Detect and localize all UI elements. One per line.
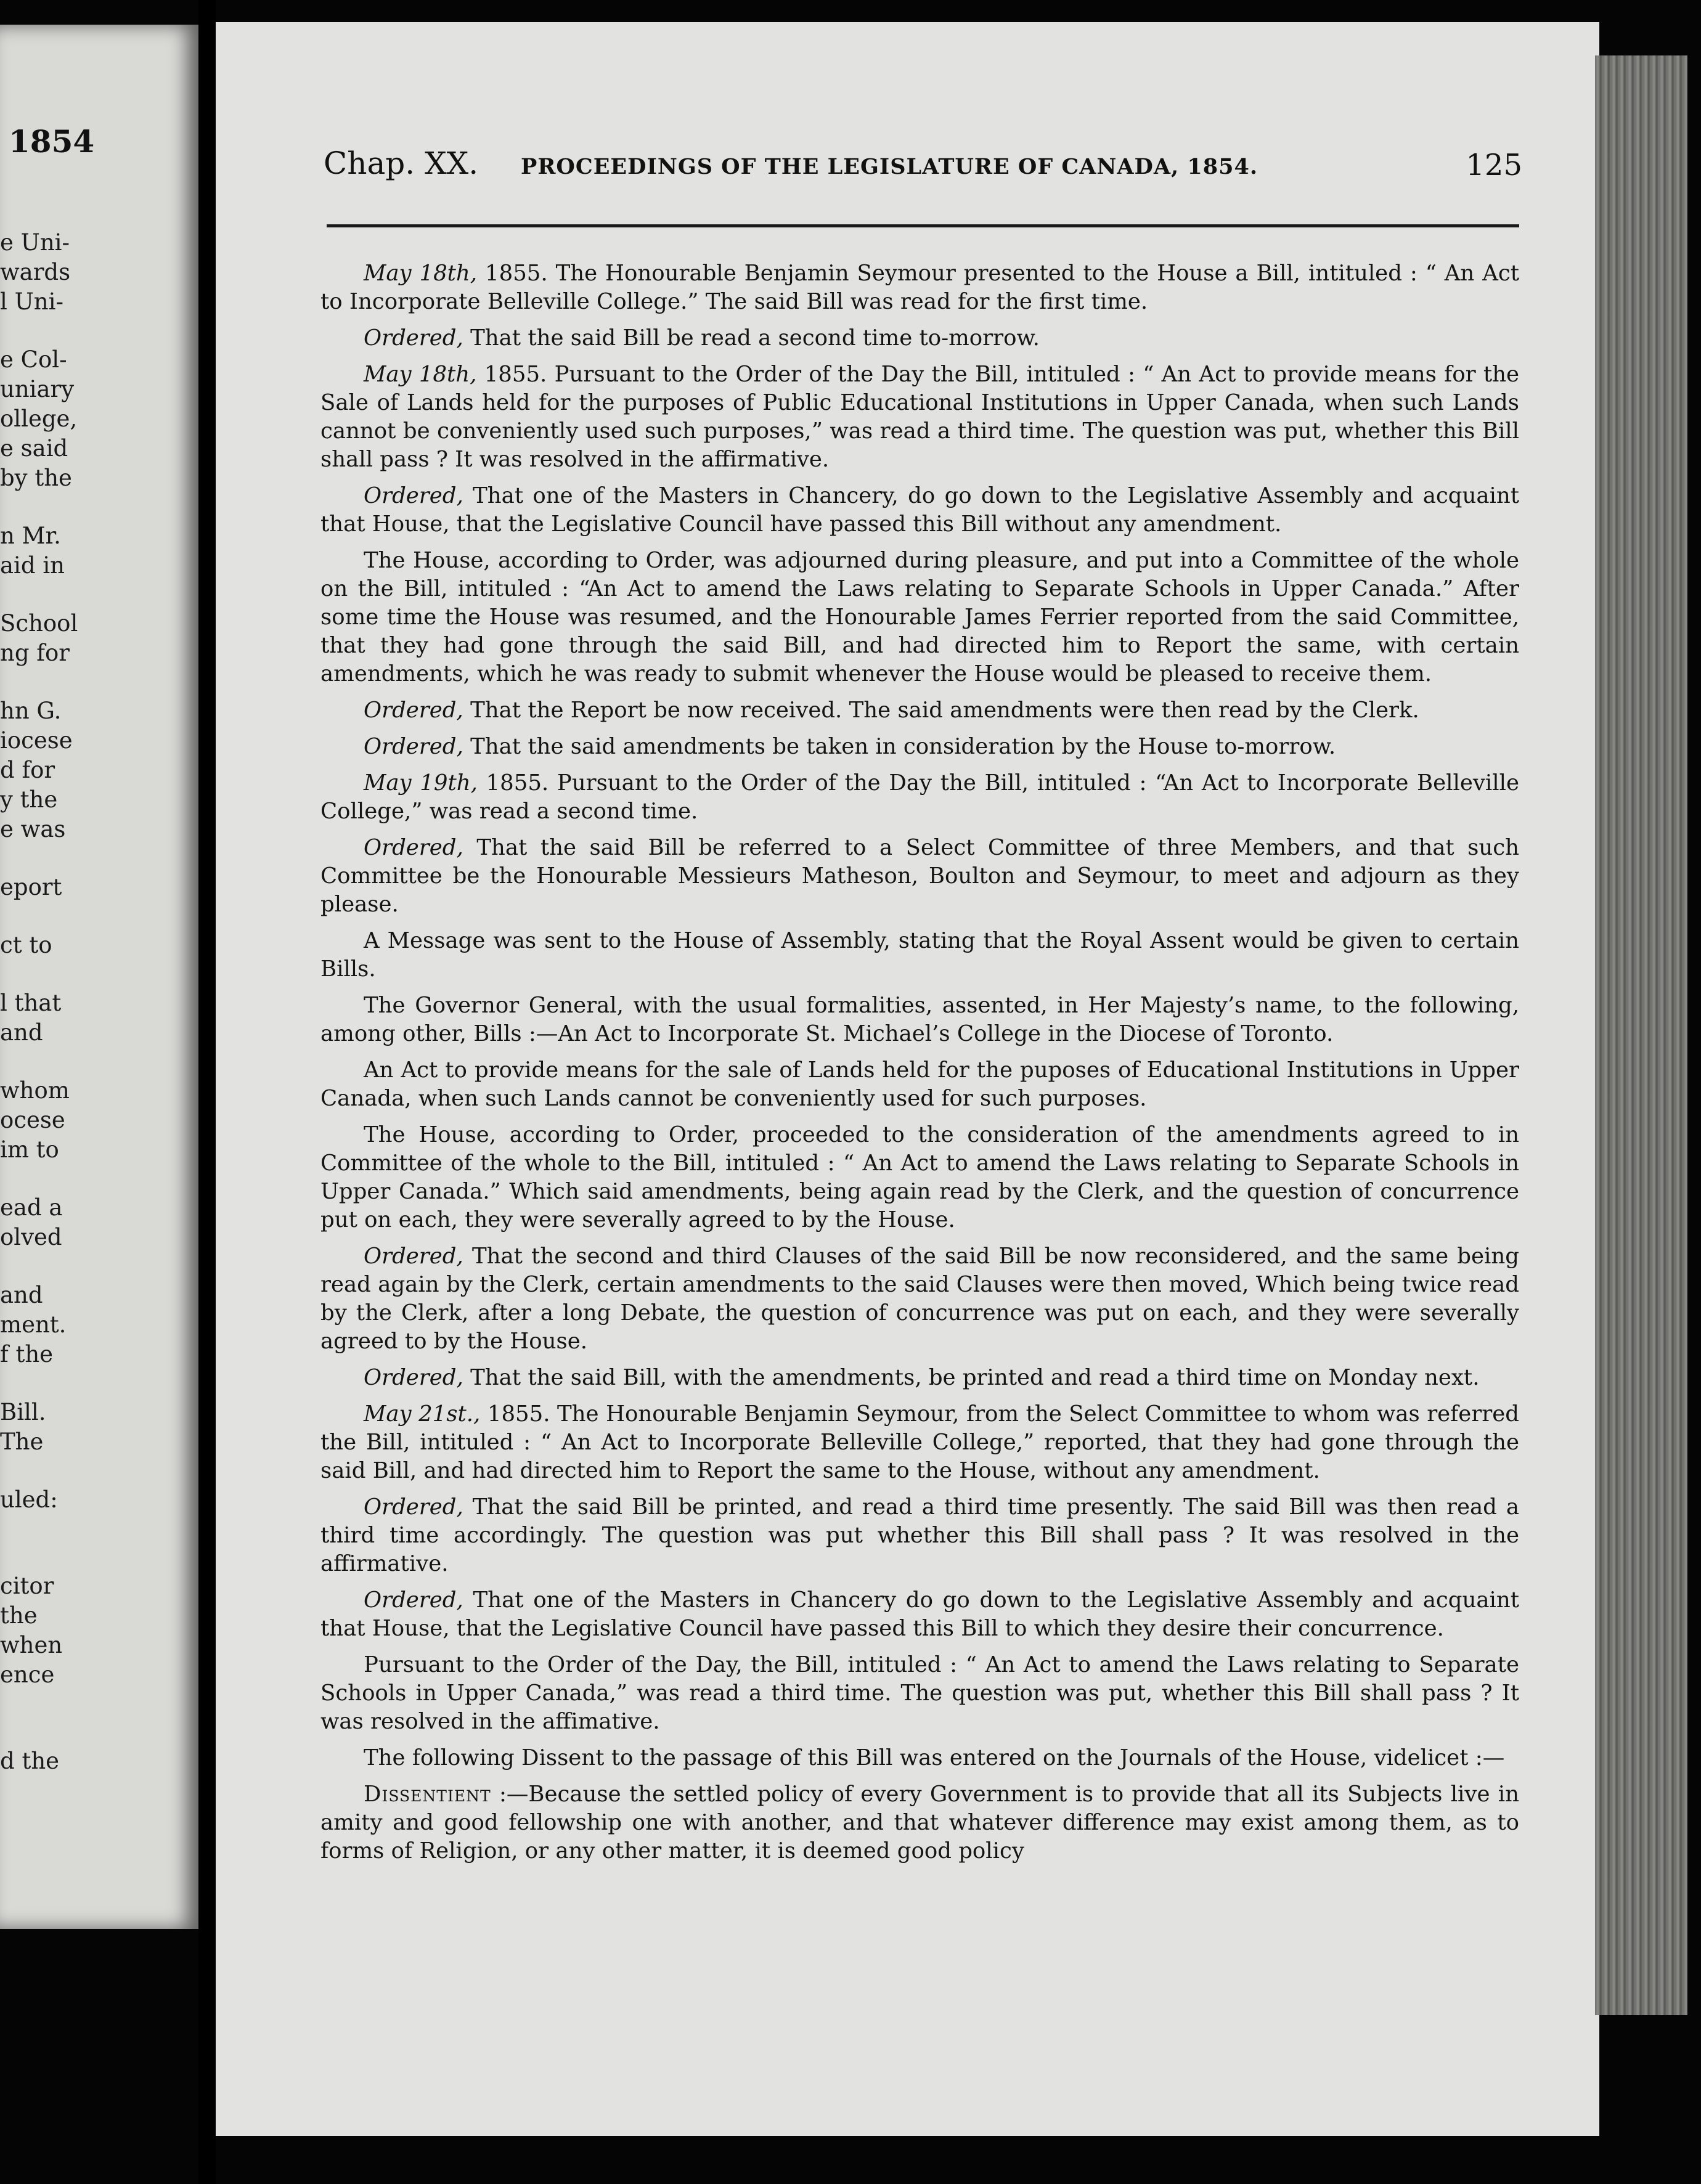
fragment-gap [0, 902, 198, 931]
paragraph-text: The Governor General, with the usual formalities, assented, in Her Majesty’s name, to the following, among other, Bills :—An Act to Incorporate St. Michael’s College in the Diocese of Toronto. [320, 993, 1519, 1046]
paragraph [320, 1056, 1519, 1113]
left-page-line-fragment: ment. [0, 1311, 67, 1338]
paragraph [320, 361, 1519, 474]
paragraph-text: That the said Bill be referred to a Select Committee of three Members, and that such Committee be the Honourable Messieurs Matheson, Boulton and Seymour, to meet and adjourn as they please. [320, 835, 1519, 917]
left-page-header: 1854 [9, 123, 95, 160]
fragment-gap [0, 1543, 198, 1571]
left-page-line-fragment: the [0, 1602, 38, 1629]
right-page [216, 22, 1599, 2136]
page-number: 125 [1466, 148, 1522, 182]
left-page-line-fragment: uled: [0, 1486, 58, 1513]
paragraph [320, 1121, 1519, 1234]
paragraph-lead: May 21st., [364, 1401, 481, 1427]
left-page-line-fragment: ng for [0, 640, 70, 666]
fragment-gap [0, 1048, 198, 1076]
paragraph-text: 1855. Pursuant to the Order of the Day the Bill, intituled : “An Act to Incorporate Belleville College,” was read a second time. [320, 770, 1519, 824]
left-page-line-fragment: Bill. [0, 1399, 46, 1425]
left-page-line-fragment: e said [0, 435, 68, 462]
paragraph-lead: Ordered, [364, 1587, 463, 1613]
left-page-line-fragment: hn G. [0, 698, 62, 724]
left-page-line-fragment: when [0, 1632, 63, 1658]
paragraph-text: The House, according to Order, proceeded to the consideration of the amendments agreed to in Committee of the whole to the Bill, intituled : “ An Act to amend the Laws relating to Separate Schools in Upper Canada.” Which said amendments, being again read by the Clerk, and the question of concurrence put on each, they were severally agreed to by the House. [320, 1122, 1519, 1233]
fragment-gap [0, 1369, 198, 1398]
fragment-gap [0, 844, 198, 873]
fragment-gap [0, 960, 198, 988]
left-page-line-fragment: im to [0, 1136, 59, 1163]
paragraph-text: Pursuant to the Order of the Day, the Bill, intituled : “ An Act to amend the Laws relating to Separate Schools in Upper Canada,” was read a third time. The question was put, whether this Bill shall pass ? It was resolved in the affimative. [320, 1652, 1519, 1734]
left-page-line-fragment: l Uni- [0, 288, 63, 315]
left-page-line-fragment: ct to [0, 932, 52, 958]
left-page-line-fragment: ollege, [0, 405, 78, 432]
left-page-line-fragment: and [0, 1019, 43, 1046]
paragraph [320, 547, 1519, 688]
paragraph [320, 696, 1519, 725]
left-page-text-fragments [0, 228, 198, 1776]
fragment-gap [0, 1515, 198, 1543]
left-page-line-fragment: and [0, 1282, 43, 1308]
fragment-gap [0, 581, 198, 609]
left-page-line-fragment: ence [0, 1661, 55, 1688]
paragraph-text: That one of the Masters in Chancery, do go down to the Legislative Assembly and acquaint that House, that the Legislative Council have passed this Bill without any amendment. [320, 483, 1519, 537]
fragment-gap [0, 1165, 198, 1193]
paragraph [320, 927, 1519, 984]
paragraph-text: An Act to provide means for the sale of Lands held for the puposes of Educational Institutions in Upper Canada, when such Lands cannot be conveniently used for such purposes. [320, 1057, 1519, 1111]
left-page [0, 25, 198, 1929]
paragraph [320, 1242, 1519, 1356]
paragraph-text: That the second and third Clauses of the said Bill be now reconsidered, and the same being read again by the Clerk, certain amendments to the said Clauses were then moved, Which being twice read by the Clerk, after a long Debate, the question of concurrence was put on each, and they were severally agreed to by the House. [320, 1244, 1519, 1354]
paragraph-lead: Ordered, [364, 1365, 463, 1390]
paragraph-lead: Ordered, [364, 1244, 463, 1269]
fragment-gap [0, 317, 198, 345]
paragraph [320, 733, 1519, 761]
fragment-gap [0, 1690, 198, 1718]
paragraph [320, 1586, 1519, 1643]
paragraph-text: A Message was sent to the House of Assembly, stating that the Royal Assent would be given to certain Bills. [320, 928, 1519, 982]
page-edge-stack [1595, 55, 1687, 2015]
paragraph-text: 1855. The Honourable Benjamin Seymour presented to the House a Bill, intituled : “ An Act to Incorporate Belleville College.” The said Bill was read for the first time. [320, 261, 1520, 314]
left-page-line-fragment: aid in [0, 552, 65, 579]
paragraph-text: That the Report be now received. The said amendments were then read by the Clerk. [463, 698, 1419, 723]
chapter-label: Chap. XX. [324, 145, 479, 181]
left-page-line-fragment: d for [0, 757, 55, 783]
left-page-line-fragment: y the [0, 786, 58, 813]
left-page-line-fragment: ead a [0, 1194, 63, 1221]
paragraph [320, 992, 1519, 1048]
left-page-line-fragment: School [0, 610, 78, 637]
left-page-line-fragment: by the [0, 465, 72, 491]
paragraph-text: The following Dissent to the passage of this Bill was entered on the Journals of the House, videlicet :— [364, 1745, 1505, 1770]
left-page-line-fragment: uniary [0, 376, 75, 402]
left-page-line-fragment: citor [0, 1573, 54, 1599]
paragraph [320, 1364, 1519, 1392]
fragment-gap [0, 668, 198, 696]
paragraph-lead: Ordered, [364, 325, 463, 351]
left-page-line-fragment: n Mr. [0, 523, 61, 549]
left-page-line-fragment: whom [0, 1077, 70, 1104]
left-page-line-fragment: l that [0, 990, 62, 1016]
paragraph-text: That the said amendments be taken in consideration by the House to-morrow. [463, 734, 1336, 759]
left-page-line-fragment: eport [0, 874, 62, 900]
paragraph [320, 259, 1519, 316]
paragraph-text: That the said Bill, with the amendments, be printed and read a third time on Monday next. [463, 1365, 1480, 1390]
paragraph [320, 769, 1519, 826]
paragraph-text: :—Because the settled policy of every Government is to provide that all its Subjects live in amity and good fellowship one with another, and that whatever difference may exist among them, as to forms of Religion, or any other matter, it is deemed good policy [320, 1782, 1519, 1864]
left-page-line-fragment: e was [0, 816, 66, 842]
paragraph [320, 1651, 1519, 1736]
paragraph-lead: Ordered, [364, 835, 463, 860]
paragraph [320, 1493, 1519, 1578]
left-page-line-fragment: e Uni- [0, 229, 70, 256]
paragraph [320, 482, 1519, 539]
paragraph-lead: May 18th, [364, 362, 477, 387]
paragraph [320, 1400, 1519, 1485]
fragment-gap [0, 1457, 198, 1485]
left-page-line-fragment: f the [0, 1341, 54, 1367]
paragraph-lead: Ordered, [364, 698, 463, 723]
paragraph-text: That the said Bill be printed, and read a third time presently. The said Bill was then read a third time accordingly. The question was put whether this Bill shall pass ? It was resolved in the affirmative. [320, 1494, 1519, 1576]
left-page-line-fragment: wards [0, 259, 71, 285]
running-head [324, 145, 1522, 201]
paragraph-lead: Ordered, [364, 734, 463, 759]
paragraph-lead: May 18th, [364, 261, 478, 286]
paragraph-lead: May 19th, [364, 770, 478, 796]
paragraph-text: That one of the Masters in Chancery do go down to the Legislative Assembly and acquaint that House, that the Legislative Council have passed this Bill to which they desire their concurrence. [320, 1587, 1519, 1641]
left-page-line-fragment: ocese [0, 1107, 65, 1133]
paragraph-lead: Dissentient [364, 1782, 491, 1807]
left-page-line-fragment: e Col- [0, 346, 67, 373]
left-page-line-fragment: iocese [0, 727, 73, 754]
paragraph-text: The House, according to Order, was adjourned during pleasure, and put into a Committee of the whole on the Bill, intituled : “An Act to amend the Laws relating to Separate Schools in Upper Canada.” After some time the House was resumed, and the Honourable James Ferrier reported from the said Committee, that they had gone through the said Bill, and had directed him to Report the same, with certain amendments, which he was ready to submit whenever the House would be pleased to receive them. [320, 548, 1519, 687]
paragraph [320, 834, 1519, 919]
paragraph-lead: Ordered, [364, 1494, 463, 1520]
fragment-gap [0, 1718, 198, 1746]
header-rule [327, 224, 1519, 227]
fragment-gap [0, 1252, 198, 1281]
book-gutter [198, 0, 216, 2184]
paragraph-text: 1855. The Honourable Benjamin Seymour, from the Select Committee to whom was referred the Bill, intituled : “ An Act to Incorporate Belleville College,” reported, that they had gone through the said Bill, and had directed him to Report the same to the House, without any amendment. [320, 1401, 1519, 1483]
left-page-line-fragment: d the [0, 1748, 60, 1774]
fragment-gap [0, 493, 198, 521]
paragraph [320, 1780, 1519, 1865]
body-text [320, 259, 1519, 1873]
running-title: PROCEEDINGS OF THE LEGISLATURE OF CANADA, 1854. [521, 154, 1258, 179]
paragraph-text: 1855. Pursuant to the Order of the Day the Bill, intituled : “ An Act to provide means for the Sale of Lands held for the purposes of Public Educational Institutions in Upper Canada, when such Lands cannot be conveniently used such purposes,” was read a third time. The question was put, whether this Bill shall pass ? It was resolved in the affirmative. [320, 362, 1519, 472]
paragraph-lead: Ordered, [364, 483, 463, 508]
paragraph [320, 1744, 1519, 1772]
left-page-line-fragment: The [0, 1428, 44, 1455]
paragraph-text: That the said Bill be read a second time to-morrow. [463, 325, 1040, 351]
left-page-line-fragment: olved [0, 1224, 62, 1250]
paragraph [320, 324, 1519, 352]
